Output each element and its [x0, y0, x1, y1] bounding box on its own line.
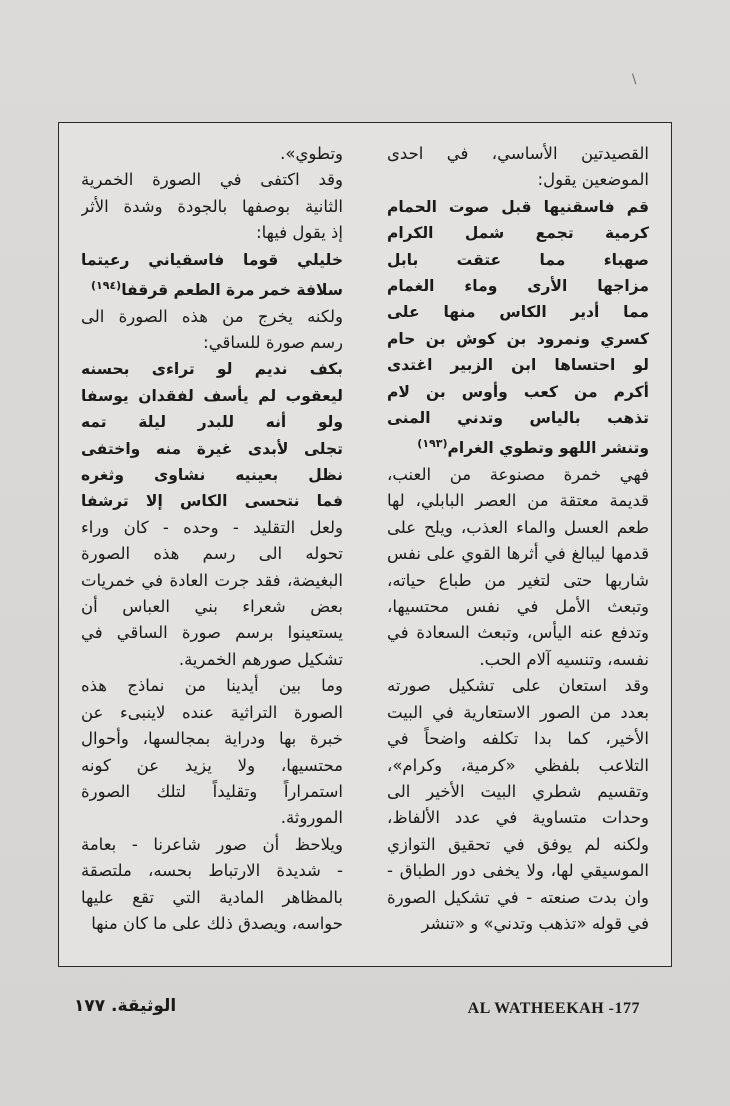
paragraph-line: قدمها ليبالغ في أثرها القوي على نفس — [387, 544, 649, 564]
paragraph-line: تشكيل صورهم الخمرية. — [178, 649, 343, 669]
paragraph-line: ويلاحظ أن صور شاعرنا - بعامة — [81, 834, 343, 854]
verse-line: ليعقوب لم يأسف لفقدان يوسفا — [81, 386, 343, 405]
verse-line: فما نتحسى الكاس إلا ترشفا — [81, 492, 343, 511]
paragraph-line: إذ يقول فيها: — [256, 223, 343, 243]
paragraph-line: وما بين أيدينا من نماذج هذه — [81, 676, 343, 696]
verse-line: تجلى لأبدى غيرة منه واختفى — [81, 439, 343, 458]
paragraph-line: يستعينوا برسم صورة الساقي في — [81, 623, 343, 643]
verse-line: خليلي قوما فاسقياني رعيتما — [81, 250, 343, 269]
paragraph-line: حواسه، ويصدق ذلك على ما كان منها — [91, 913, 343, 933]
paragraph-line: وحدات متساوية في عدد الألفاظ، — [387, 808, 649, 828]
paragraph-line: التلاعب بلفظي «كرمية، وكرام»، — [387, 755, 649, 775]
paragraph-line: وتطوي». — [280, 144, 343, 163]
paragraph-line: الموسيقي لها، ولا يخفى دور الطباق - — [387, 861, 649, 881]
verse-line — [387, 431, 649, 462]
paragraph-line: وتدفع عنه اليأس، وتبعث السعادة في — [387, 623, 649, 643]
verse-text: سلافة خمر مرة الطعم قرقفا — [121, 281, 343, 300]
verse-line: لو احتساها ابن الزبير اغتدى — [387, 356, 649, 375]
verse-line: مزاجها الأرى وماء الغمام — [387, 277, 649, 296]
paragraph-line: وتقسيم شطري البيت الأخير الى — [387, 781, 649, 801]
verse-line — [81, 273, 343, 304]
paragraph-line: - شديدة الارتباط بحسه، ملتصقة — [81, 861, 343, 881]
paragraph-line: محتسيها، ولا يزيد عن كونه — [81, 755, 343, 775]
paragraph-line: بالمظاهر المادية التي تقع عليها — [81, 887, 343, 907]
paragraph-line: ولكنه لم يوفق في تحقيق التوازي — [387, 834, 649, 854]
paragraph-line: الموضعين يقول: — [537, 170, 649, 190]
paragraph-line: شاربها حتى لتغير من طباع حياته، — [387, 570, 649, 590]
footer-arabic: الوثيقة. ١٧٧ — [74, 996, 177, 1016]
paragraph-line: الموروثة. — [280, 808, 343, 828]
paragraph-line: البغيضة، فقد جرت العادة في خمريات — [81, 570, 343, 590]
verse-line: ولو أنه للبدر ليلة تمه — [81, 413, 343, 432]
paragraph-line: وقد استعان على تشكيل صورته — [387, 676, 649, 696]
paragraph-line: نفسه، وتنسيه آلام الحب. — [479, 649, 649, 669]
verse-text: وتنشر اللهو وتطوي الغرام — [447, 439, 649, 458]
paragraph-line: استمراراً وتقليداً لتلك الصورة — [81, 781, 343, 801]
verse-line: تذهب بالياس وتدني المنى — [387, 409, 649, 428]
footer-english: AL WATHEEKAH -177 — [467, 1000, 640, 1017]
paragraph-line: الثانية بوصفها بالجودة وشدة الأثر — [81, 196, 343, 216]
paragraph-line: وان بدت صنعته - في تشكيل الصورة — [387, 887, 649, 907]
text-frame — [58, 122, 672, 967]
footnote-marker: (١٩٣) — [417, 437, 448, 451]
paragraph-line: ولعل التقليد - وحده - كان وراء — [81, 517, 343, 537]
paragraph-line: بعض شعراء بني العباس أن — [81, 597, 343, 617]
verse-line: كرمية تجمع شمل الكرام — [387, 224, 649, 243]
paragraph-line: تحوله الى رسم هذه الصورة — [81, 544, 343, 564]
paragraph-line: قديمة معتقة من العصر البابلي، لها — [387, 491, 649, 511]
paragraph-line: الصورة التراثية عنده لاينبىء عن — [81, 702, 343, 722]
paragraph-line: في قوله «تذهب وتدني» و «تنشر — [421, 913, 649, 933]
paragraph-line: رسم صورة للساقي: — [203, 333, 343, 352]
verse-line: مما أدير الكاس منها على — [387, 303, 649, 322]
paragraph-line: القصيدتين الأساسي، في احدى — [387, 144, 649, 163]
verse-line: قم فاسقنيها قبل صوت الحمام — [387, 197, 649, 216]
paragraph-line: الأخير، كما بدا تكلفه واضحاً في — [387, 729, 649, 749]
right-column — [387, 141, 649, 937]
left-column — [81, 141, 343, 937]
verse-line: كسري ونمرود بن كوش بن حام — [387, 329, 649, 348]
paragraph-line: طعم العسل والماء العذب، ويلح على — [387, 517, 649, 537]
paragraph-line: ولكنه يخرج من هذه الصورة الى — [81, 306, 343, 326]
paragraph-line: وتبعث الأمل في نفس محتسيها، — [387, 597, 649, 617]
verse-line: أكرم من كعب وأوس بن لام — [387, 382, 649, 401]
paragraph-line: خبرة بها ودراية بمجالسها، وأحوال — [81, 729, 343, 749]
verse-line: صهباء مما عتقت بابل — [387, 250, 649, 269]
footnote-marker: (١٩٤) — [90, 279, 122, 293]
paragraph-line: بعدد من الصور الاستعارية في البيت — [387, 702, 649, 722]
verse-line: بكف نديم لو تراءى بحسنه — [81, 360, 343, 379]
paragraph-line: وقد اكتفى في الصورة الخمرية — [81, 170, 343, 190]
verse-line: نظل بعينيه نشاوى وثغره — [81, 466, 343, 485]
paragraph-line: فهي خمرة مصنوعة من العنب، — [387, 465, 649, 485]
stray-mark: \ — [632, 72, 637, 87]
